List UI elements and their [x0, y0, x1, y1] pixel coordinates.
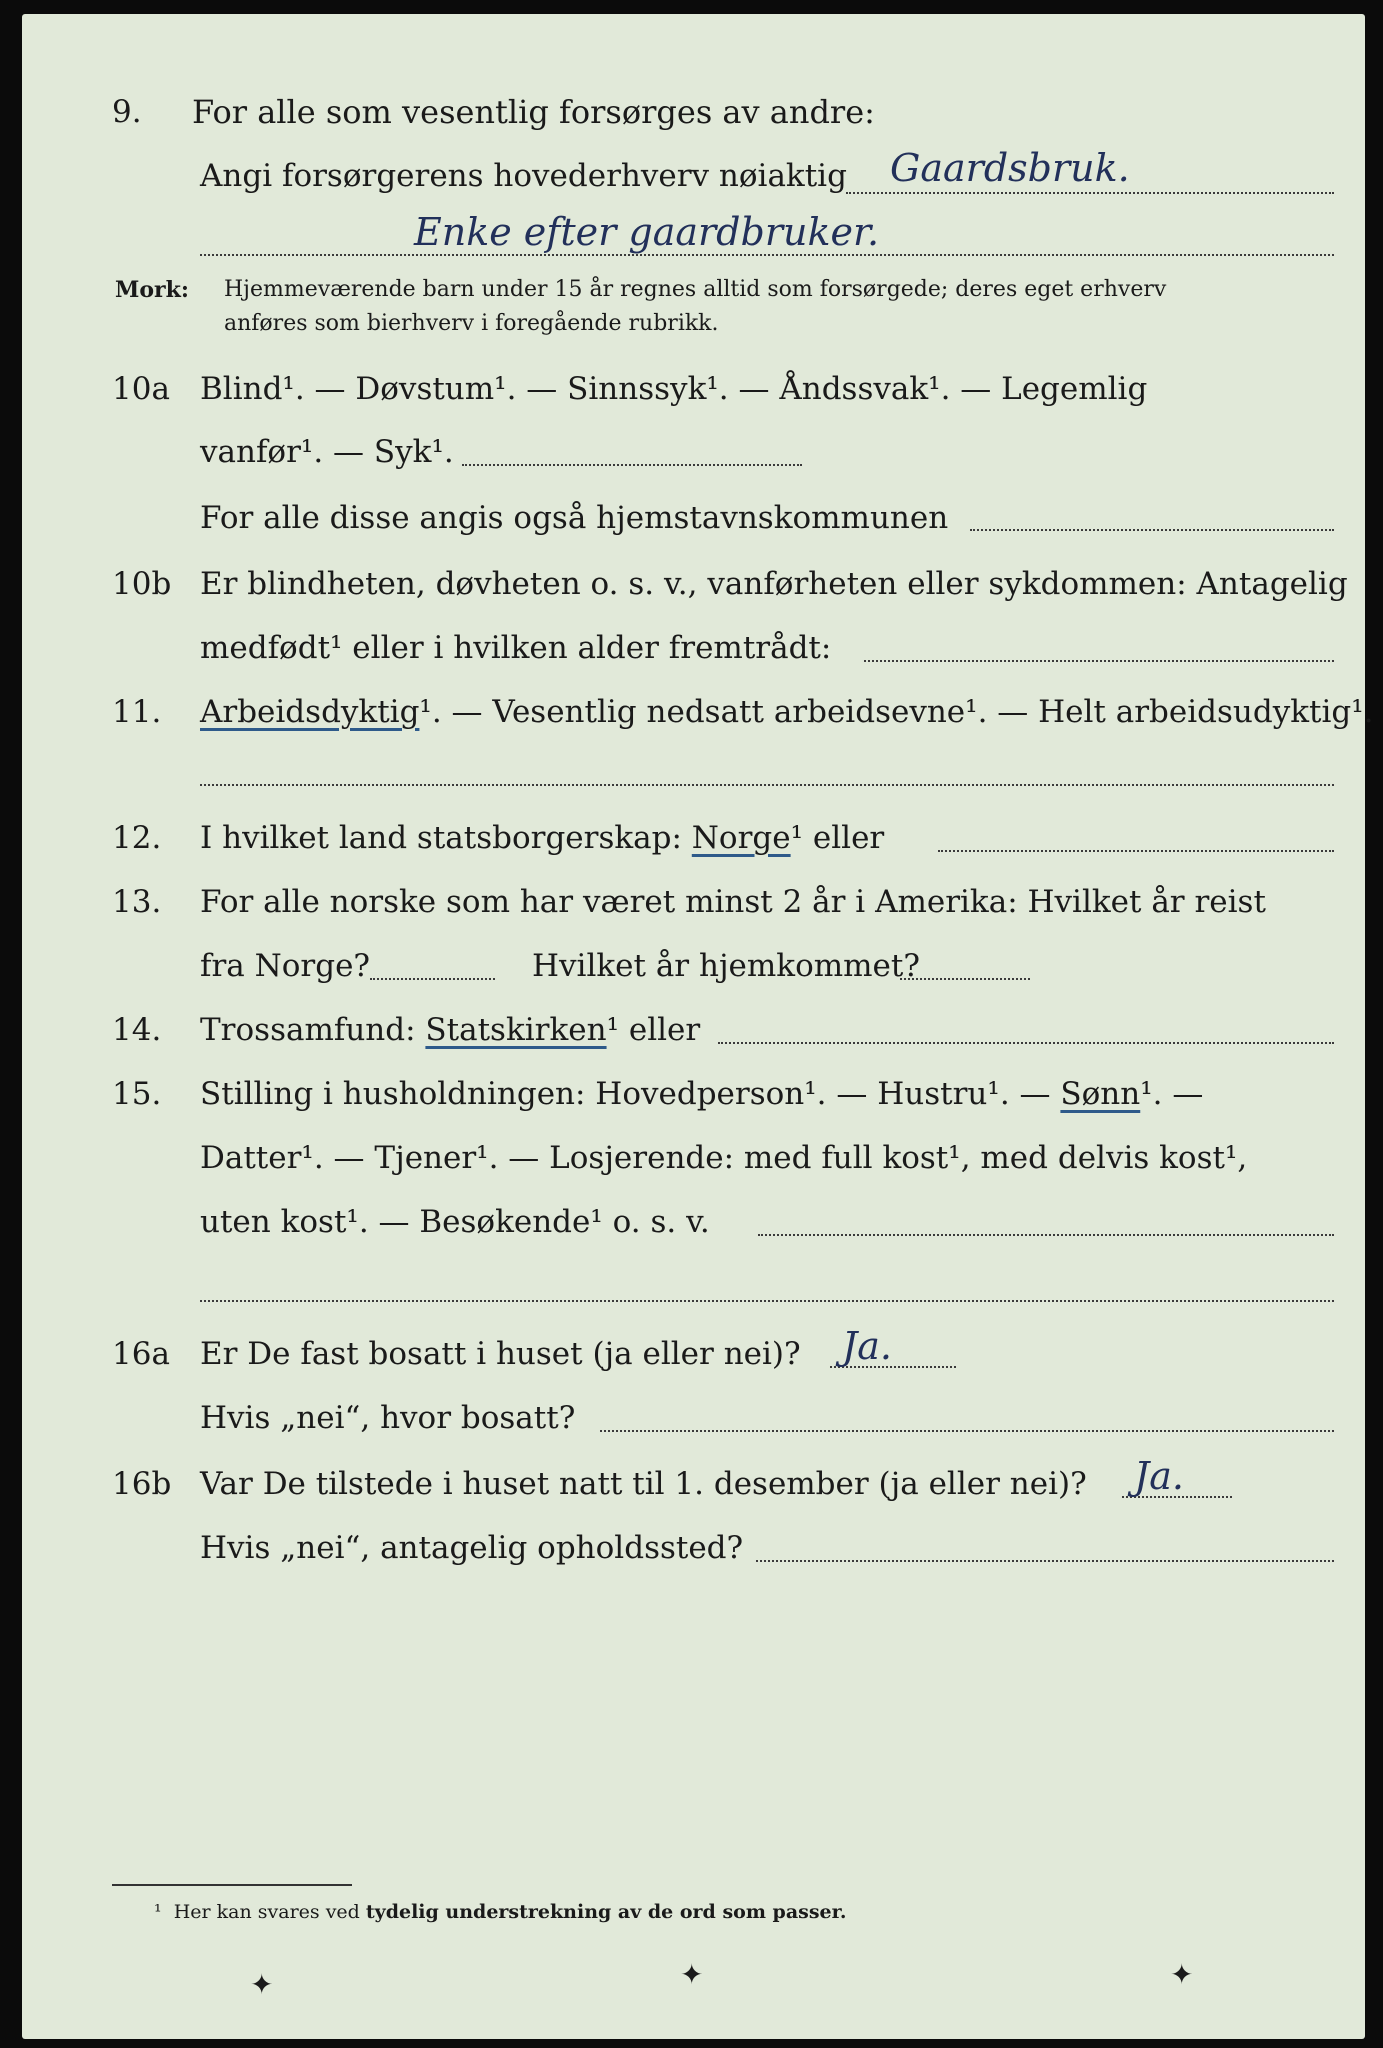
- q9-answer-line: [846, 192, 1334, 194]
- q10a-syk-line: [462, 464, 802, 466]
- registration-mark-center: ✦: [680, 1958, 704, 1991]
- q16b-line2: Hvis „nei“, antagelig opholdssted?: [200, 1530, 744, 1566]
- footnote-bold: tydelig understrekning av de ord som passer.: [365, 1901, 847, 1923]
- q14-answer-line: [718, 1042, 1334, 1044]
- q12-text: [200, 818, 884, 858]
- q15-line3: uten kost¹. — Besøkende¹ o. s. v.: [200, 1204, 710, 1240]
- q9-answer-line-2: [200, 254, 1334, 256]
- q16a-handwritten-answer: Ja.: [842, 1324, 892, 1368]
- form-page: [22, 14, 1374, 2039]
- q10a-number: 10a: [112, 371, 170, 407]
- q11-answer-line: [200, 784, 1334, 786]
- q16b-opholdssted-line: [756, 1560, 1334, 1562]
- q10a-line1: Blind¹. — Døvstum¹. — Sinnssyk¹. — Åndssvak¹. — Legemlig: [200, 371, 1148, 407]
- q14-pre: Trossamfund:: [200, 1012, 416, 1048]
- q9-handwritten-answer-1: Gaardsbruk.: [890, 146, 1130, 190]
- q10a-hjemstavn-line: [970, 529, 1334, 531]
- footnote: [154, 1896, 847, 1928]
- q14-option-statskirken[interactable]: Statskirken: [425, 1012, 607, 1048]
- q12-answer-line: [938, 850, 1334, 852]
- q16b-number: 16b: [112, 1466, 172, 1502]
- q13-line2a: fra Norge?: [200, 948, 371, 984]
- q14-number: 14.: [112, 1012, 162, 1048]
- q16a-bosatt-line: [600, 1430, 1334, 1432]
- q16a-line2: Hvis „nei“, hvor bosatt?: [200, 1400, 576, 1436]
- q9-line2: Angi forsørgerens hovederhverv nøiaktig: [200, 158, 847, 194]
- mork-line1: Hjemmeværende barn under 15 år regnes alltid som forsørgede; deres eget erhverv: [224, 277, 1167, 302]
- footnote-rule: [112, 1884, 352, 1886]
- q14-post: ¹ eller: [606, 1012, 701, 1048]
- q15-line1: [200, 1074, 1203, 1114]
- q15-option-sonn[interactable]: Sønn: [1060, 1076, 1141, 1112]
- q15-answer-line: [758, 1234, 1334, 1236]
- q12-number: 12.: [112, 820, 162, 856]
- q15-line1-post: ¹. —: [1140, 1076, 1204, 1112]
- q16a-number: 16a: [112, 1336, 170, 1372]
- q11-rest: ¹. — Vesentlig nedsatt arbeidsevne¹. — Helt arbeidsudyktig¹.: [419, 694, 1374, 730]
- q15-line1-pre: Stilling i husholdningen: Hovedperson¹. — Hustru¹. —: [200, 1076, 1051, 1112]
- q13-reist-line: [370, 978, 495, 980]
- q16b-handwritten-answer: Ja.: [1134, 1454, 1184, 1498]
- q10b-line2: medfødt¹ eller i hvilken alder fremtrådt:: [200, 630, 832, 666]
- mork-line2: anføres som bierhverv i foregående rubrikk.: [224, 311, 719, 336]
- q12-option-norge[interactable]: Norge: [691, 820, 791, 856]
- q11-option-arbeidsdyktig[interactable]: Arbeidsdyktig: [200, 694, 420, 730]
- q12-pre: I hvilket land statsborgerskap:: [200, 820, 682, 856]
- mork-label: Mork:: [115, 277, 189, 303]
- q12-post: ¹ eller: [790, 820, 885, 856]
- q9-handwritten-answer-2: Enke efter gaardbruker.: [414, 210, 880, 254]
- q10a-line3: For alle disse angis også hjemstavnskommunen: [200, 500, 949, 536]
- q16b-line1: Var De tilstede i huset natt til 1. desember (ja eller nei)?: [200, 1466, 1087, 1502]
- footnote-mark: ¹: [154, 1901, 162, 1923]
- q15-line2: Datter¹. — Tjener¹. — Losjerende: med full kost¹, med delvis kost¹,: [200, 1140, 1248, 1176]
- q10b-number: 10b: [112, 566, 172, 602]
- q10b-line1: Er blindheten, døvheten o. s. v., vanførheten eller sykdommen: Antagelig: [200, 566, 1348, 602]
- q11-number: 11.: [112, 694, 162, 730]
- q13-line1: For alle norske som har været minst 2 år i Amerika: Hvilket år reist: [200, 884, 1266, 920]
- q13-number: 13.: [112, 884, 162, 920]
- q15-answer-line-2: [200, 1300, 1334, 1302]
- registration-mark-right: ✦: [1170, 1958, 1194, 1991]
- registration-mark-left: ✦: [250, 1968, 274, 2001]
- q9-text: For alle som vesentlig forsørges av andre:: [192, 93, 875, 131]
- q14-text: [200, 1010, 700, 1050]
- q16a-line1: Er De fast bosatt i huset (ja eller nei)?: [200, 1336, 801, 1372]
- q13-hjemkommet-line: [900, 978, 1030, 980]
- q11-text: [200, 692, 1374, 732]
- q15-number: 15.: [112, 1076, 162, 1112]
- q10b-answer-line: [864, 660, 1334, 662]
- q10a-line2: vanfør¹. — Syk¹.: [200, 434, 454, 470]
- footnote-text: Her kan svares ved: [173, 1901, 360, 1923]
- q9-number: 9.: [112, 94, 142, 130]
- q13-line2b: Hvilket år hjemkommet?: [532, 948, 920, 984]
